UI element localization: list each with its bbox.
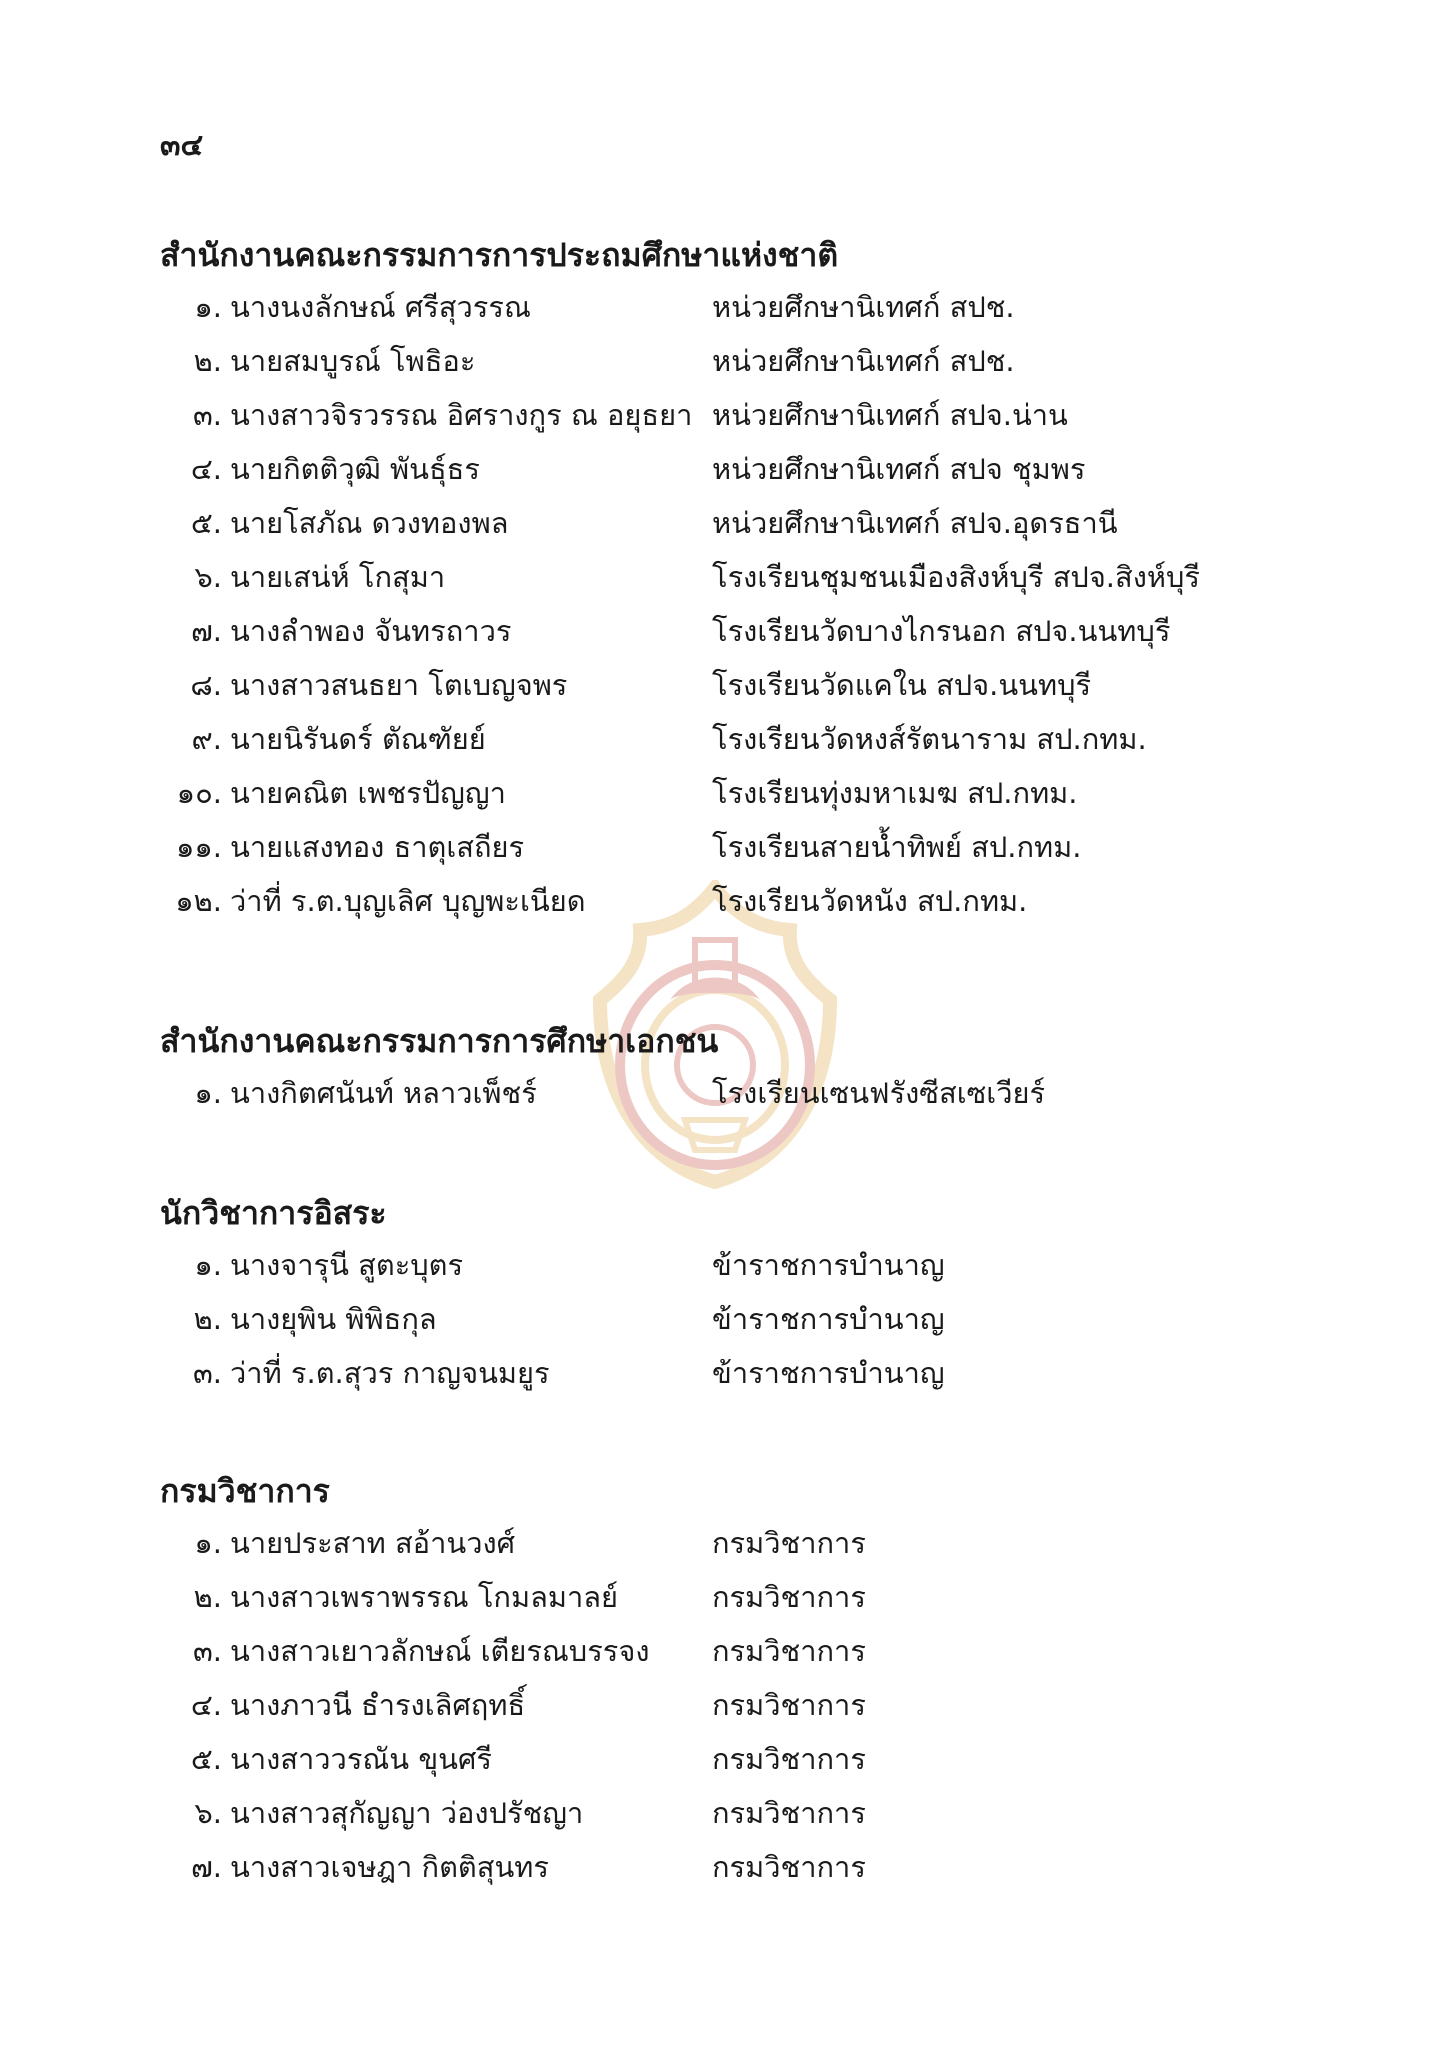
list-item (160, 1786, 1300, 1840)
organization: โรงเรียนวัดบางไกรนอก สปจ.นนทบุรี (712, 614, 1171, 648)
person-name: นายแสงทอง ธาตุเสถียร (230, 830, 525, 864)
list-item (160, 496, 1300, 550)
person-name: นางนงลักษณ์ ศรีสุวรรณ (230, 290, 531, 324)
list-item (160, 1840, 1300, 1894)
organization: กรมวิชาการ (712, 1688, 866, 1722)
person-name: นางยุพิน พิพิธกุล (230, 1302, 437, 1336)
list-item (160, 280, 1300, 334)
list-item (160, 1570, 1300, 1624)
item-number: ๔. (190, 452, 222, 486)
person-name: นายโสภัณ ดวงทองพล (230, 506, 509, 540)
item-number: ๑. (194, 290, 222, 324)
organization: กรมวิชาการ (712, 1850, 866, 1884)
list-item (160, 1732, 1300, 1786)
person-name: นางสาวสุกัญญา ว่องปรัชญา (230, 1796, 584, 1830)
person-name: นายสมบูรณ์ โพธิอะ (230, 344, 476, 378)
item-number: ๑. (194, 1526, 222, 1560)
list-item (160, 766, 1300, 820)
organization: ข้าราชการบำนาญ (712, 1356, 945, 1390)
section-academic-department (160, 1466, 1300, 1894)
list-item (160, 388, 1300, 442)
person-name: ว่าที่ ร.ต.สุวร กาญจนมยูร (230, 1356, 550, 1390)
organization: กรมวิชาการ (712, 1580, 866, 1614)
list-item (160, 712, 1300, 766)
item-number: ๕. (190, 1742, 222, 1776)
person-name: นายประสาท สอ้านวงศ์ (230, 1526, 516, 1560)
organization: หน่วยศึกษานิเทศก์ สปช. (712, 344, 1015, 378)
list-item (160, 550, 1300, 604)
item-number: ๗. (190, 614, 222, 648)
person-name: นางสาววรณัน ขุนศรี (230, 1742, 492, 1776)
item-number: ๙. (191, 722, 222, 756)
item-number: ๒. (193, 1580, 222, 1614)
person-name: นางสาวเยาวลักษณ์ เตียรณบรรจง (230, 1634, 650, 1668)
person-name: นายคณิต เพชรปัญญา (230, 776, 506, 810)
item-number: ๓. (192, 398, 222, 432)
person-name: นางสาวเพราพรรณ โกมลมาลย์ (230, 1580, 619, 1614)
item-number: ๓. (192, 1634, 222, 1668)
section-title: กรมวิชาการ (160, 1472, 330, 1510)
item-number: ๑๑. (175, 830, 222, 864)
section-title: สำนักงานคณะกรรมการการประถมศึกษาแห่งชาติ (160, 236, 839, 274)
list-item (160, 1624, 1300, 1678)
organization: โรงเรียนชุมชนเมืองสิงห์บุรี สปจ.สิงห์บุรี (712, 560, 1200, 594)
section-independent-academics (160, 1188, 1300, 1400)
page-number: ๓๔ (160, 128, 204, 163)
item-number: ๖. (194, 1796, 222, 1830)
person-name: นางจารุนี สูตะบุตร (230, 1248, 464, 1282)
item-number: ๘. (190, 668, 222, 702)
item-number: ๑. (194, 1076, 222, 1110)
organization: โรงเรียนวัดหงส์รัตนาราม สป.กทม. (712, 722, 1147, 756)
list-item (160, 1066, 1300, 1120)
list-item (160, 1292, 1300, 1346)
organization: โรงเรียนเซนฟรังซีสเซเวียร์ (712, 1076, 1046, 1110)
list-item (160, 1678, 1300, 1732)
item-number: ๑๒. (175, 884, 222, 918)
organization: โรงเรียนสายน้ำทิพย์ สป.กทม. (712, 830, 1082, 864)
person-name: นางกิตศนันท์ หลาวเพ็ชร์ (230, 1076, 537, 1110)
organization: หน่วยศึกษานิเทศก์ สปช. (712, 290, 1015, 324)
organization: ข้าราชการบำนาญ (712, 1302, 945, 1336)
item-number: ๕. (190, 506, 222, 540)
list-item (160, 1238, 1300, 1292)
organization: โรงเรียนทุ่งมหาเมฆ สป.กทม. (712, 776, 1078, 810)
item-number: ๔. (190, 1688, 222, 1722)
person-name: นายนิรันดร์ ตัณฑัยย์ (230, 722, 486, 756)
list-item (160, 1516, 1300, 1570)
item-number: ๑. (194, 1248, 222, 1282)
person-name: นางสาวจิรวรรณ อิศรางกูร ณ อยุธยา (230, 398, 693, 432)
list-item (160, 1346, 1300, 1400)
person-name: นางสาวเจษฎา กิตติสุนทร (230, 1850, 549, 1884)
item-number: ๑๐. (176, 776, 222, 810)
list-item (160, 820, 1300, 874)
organization: โรงเรียนวัดหนัง สป.กทม. (712, 884, 1028, 918)
item-number: ๓. (192, 1356, 222, 1390)
item-number: ๗. (190, 1850, 222, 1884)
list-item (160, 658, 1300, 712)
person-name: ว่าที่ ร.ต.บุญเลิศ บุญพะเนียด (230, 884, 586, 918)
organization: กรมวิชาการ (712, 1526, 866, 1560)
section-primary-education (160, 230, 1300, 928)
organization: กรมวิชาการ (712, 1796, 866, 1830)
organization: กรมวิชาการ (712, 1634, 866, 1668)
person-name: นายเสน่ห์ โกสุมา (230, 560, 446, 594)
item-number: ๒. (193, 1302, 222, 1336)
list-item (160, 334, 1300, 388)
list-item (160, 442, 1300, 496)
section-title: สำนักงานคณะกรรมการการศึกษาเอกชน (160, 1022, 719, 1060)
organization: หน่วยศึกษานิเทศก์ สปจ ชุมพร (712, 452, 1086, 486)
section-title: นักวิชาการอิสระ (160, 1194, 387, 1232)
organization: โรงเรียนวัดแคใน สปจ.นนทบุรี (712, 668, 1092, 702)
person-name: นางภาวนี ธำรงเลิศฤทธิ์ (230, 1688, 526, 1722)
item-number: ๖. (194, 560, 222, 594)
organization: กรมวิชาการ (712, 1742, 866, 1776)
section-private-education (160, 1016, 1300, 1120)
organization: หน่วยศึกษานิเทศก์ สปจ.อุดรธานี (712, 506, 1118, 540)
person-name: นางลำพอง จันทรถาวร (230, 614, 512, 648)
person-name: นายกิตติวุฒิ พันธุ์ธร (230, 452, 480, 486)
list-item (160, 874, 1300, 928)
organization: หน่วยศึกษานิเทศก์ สปจ.น่าน (712, 398, 1068, 432)
list-item (160, 604, 1300, 658)
person-name: นางสาวสนธยา โตเบญจพร (230, 668, 568, 702)
item-number: ๒. (193, 344, 222, 378)
organization: ข้าราชการบำนาญ (712, 1248, 945, 1282)
